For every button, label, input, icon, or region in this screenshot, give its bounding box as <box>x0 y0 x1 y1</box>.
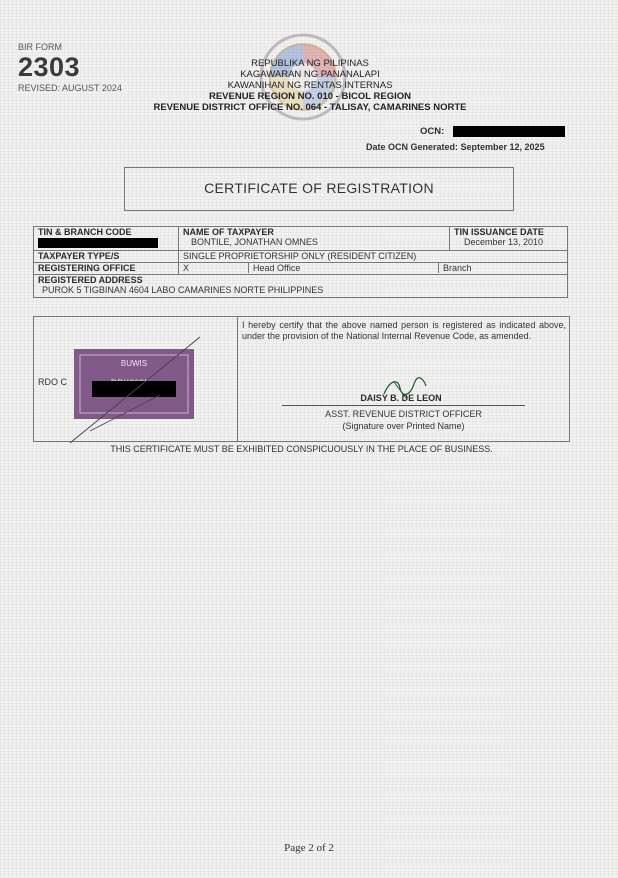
signature-caption: (Signature over Printed Name) <box>342 421 465 431</box>
page-number: Page 2 of 2 <box>284 842 334 854</box>
office-head: Head Office <box>249 263 439 273</box>
signatory-title: ASST. REVENUE DISTRICT OFFICER <box>325 409 482 419</box>
taxpayer-info-table <box>33 226 568 298</box>
stamp-word: BUWIS <box>120 359 148 368</box>
rdo-label: RDO C <box>38 377 67 387</box>
name-label: NAME OF TAXPAYER <box>183 227 274 237</box>
name-cell <box>179 227 450 251</box>
address-cell <box>34 275 568 298</box>
form-number: 2303 <box>18 52 81 82</box>
certification-divider <box>237 316 238 442</box>
address-value: PUROK 5 TIGBINAN 4604 LABO CAMARINES NORTE PHILIPPINES <box>42 285 324 295</box>
stamp-redaction <box>92 381 176 397</box>
documentary-stamp <box>70 335 200 445</box>
header-republic: REPUBLIKA NG PILIPINAS <box>251 58 369 69</box>
issuance-value: December 13, 2010 <box>464 237 544 247</box>
certification-text: I hereby certify that the above named person is registered as indicated above, under the provision of the National Internal Revenue Code, as amended. <box>242 320 566 341</box>
ocn-row <box>420 126 565 137</box>
name-value: BONTILE, JONATHAN OMNES <box>191 237 318 247</box>
exhibit-notice: THIS CERTIFICATE MUST BE EXHIBITED CONSPICUOUSLY IN THE PLACE OF BUSINESS. <box>110 444 493 454</box>
tin-label: TIN & BRANCH CODE <box>38 227 132 237</box>
header-region: REVENUE REGION NO. 010 - BICOL REGION <box>208 91 411 102</box>
header-bureau: KAWANIHAN NG RENTAS INTERNAS <box>227 80 393 91</box>
issuance-label: TIN ISSUANCE DATE <box>454 227 544 237</box>
agency-header <box>130 58 490 113</box>
address-label: REGISTERED ADDRESS <box>38 275 143 285</box>
office-cell <box>179 263 568 275</box>
issuance-cell <box>450 227 568 251</box>
type-value: SINGLE PROPRIETORSHIP ONLY (RESIDENT CITIZEN) <box>179 251 568 263</box>
header-district: REVENUE DISTRICT OFFICE NO. 064 - TALISAY, CAMARINES NORTE <box>153 102 467 113</box>
ocn-redaction <box>453 126 565 137</box>
form-revised-date: REVISED: AUGUST 2024 <box>18 83 122 93</box>
ocn-label: OCN: <box>420 126 445 138</box>
office-branch: Branch <box>443 263 472 273</box>
type-label: TAXPAYER TYPE/S <box>34 251 179 263</box>
signature-line <box>282 405 525 406</box>
certificate-title: CERTIFICATE OF REGISTRATION <box>204 180 434 196</box>
tin-redaction <box>38 238 158 248</box>
signatory-name: DAISY B. DE LEON <box>360 393 442 403</box>
office-label: REGISTERING OFFICE <box>34 263 179 275</box>
ocn-date: Date OCN Generated: September 12, 2025 <box>366 142 545 152</box>
tin-cell <box>34 227 179 251</box>
header-department: KAGAWARAN NG PANANALAPI <box>240 69 380 80</box>
form-label: BIR FORM <box>18 42 62 52</box>
office-mark: X <box>179 263 249 273</box>
